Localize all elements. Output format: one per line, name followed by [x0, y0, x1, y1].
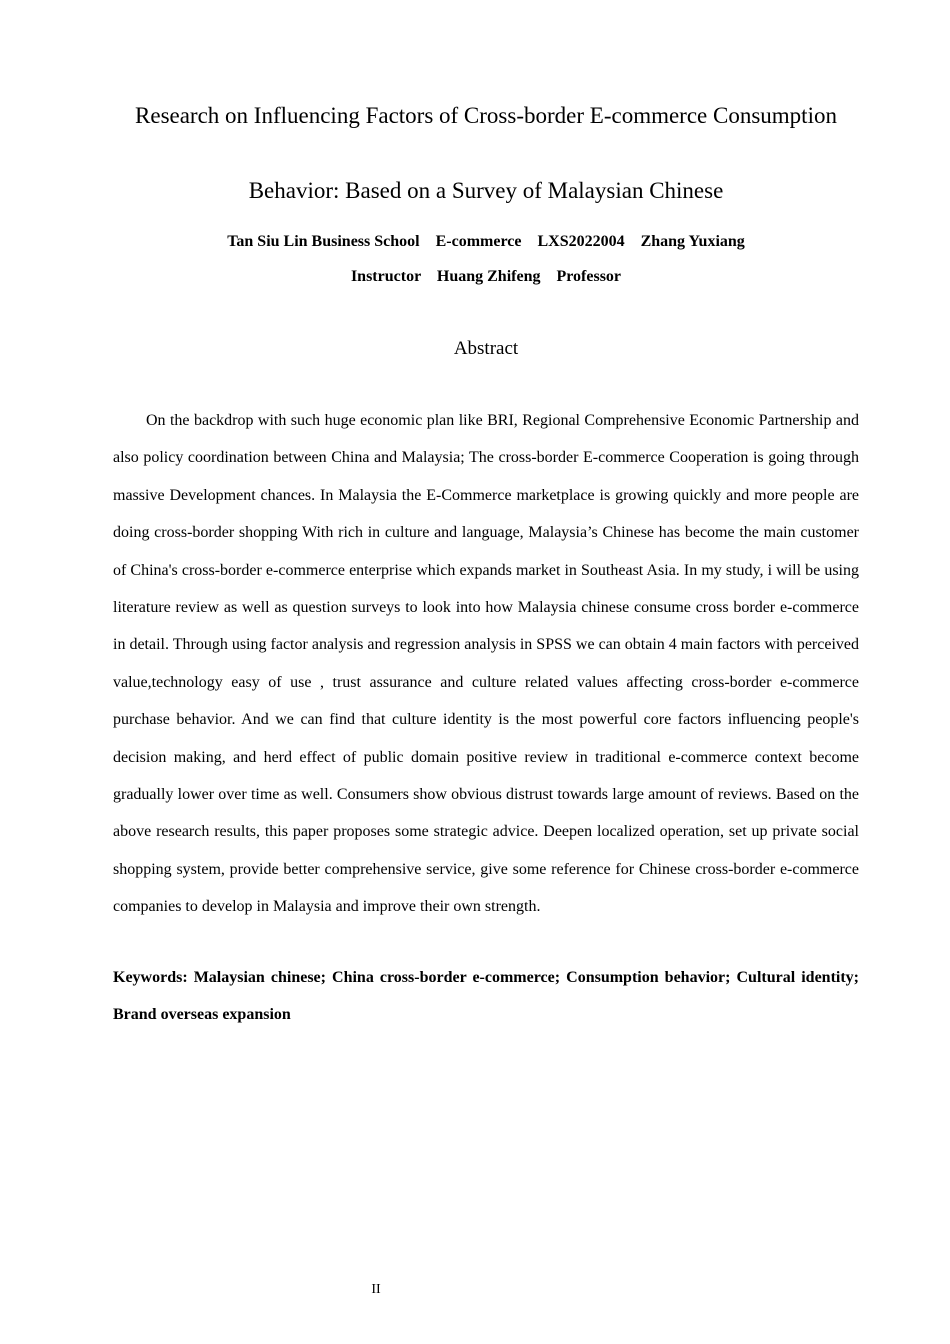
page-number: II	[371, 1282, 381, 1297]
keywords: Keywords: Malaysian chinese; China cross-border e-commerce; Consumption behavior; Cultural identity; Brand overseas expansion	[113, 969, 859, 1024]
instructor-line: Instructor Huang Zhifeng Professor	[350, 268, 622, 285]
paper-title-line-2: Behavior: Based on a Survey of Malaysian Chinese	[248, 178, 724, 203]
author-affiliation-line: Tan Siu Lin Business School E-commerce LXS2022004 Zhang Yuxiang	[227, 233, 745, 250]
paper-title-line-1: Research on Influencing Factors of Cross-border E-commerce Consumption	[135, 103, 837, 128]
abstract-body: On the backdrop with such huge economic plan like BRI, Regional Comprehensive Economic Partnership and also policy coordination between China and Malaysia; The cross-border E-commerce Cooperation is going through massive Development chances. In Malaysia the E-Commerce marketplace is growing quickly and more people are doing cross-border shopping With rich in culture and language, Malaysia’s Chinese has become the main customer of China's cross-border e-commerce enterprise which expands market in Southeast Asia. In my study, i will be using literature review as well as question surveys to look into how Malaysia chinese consume cross border e-commerce in detail. Through using factor analysis and regression analysis in SPSS we can obtain 4 main factors with perceived value,technology easy of use , trust assurance and culture related values affecting cross-border e-commerce purchase behavior. And we can find that culture identity is the most powerful core factors influencing people's decision making, and herd effect of public domain positive review in traditional e-commerce context become gradually lower over time as well. Consumers show obvious distrust towards large amount of reviews. Based on the above research results, this paper proposes some strategic advice. Deepen localized operation, set up private social shopping system, provide better comprehensive service, give some reference for Chinese cross-border e-commerce companies to develop in Malaysia and improve their own strength.	[113, 412, 859, 916]
abstract-heading: Abstract	[453, 338, 519, 359]
